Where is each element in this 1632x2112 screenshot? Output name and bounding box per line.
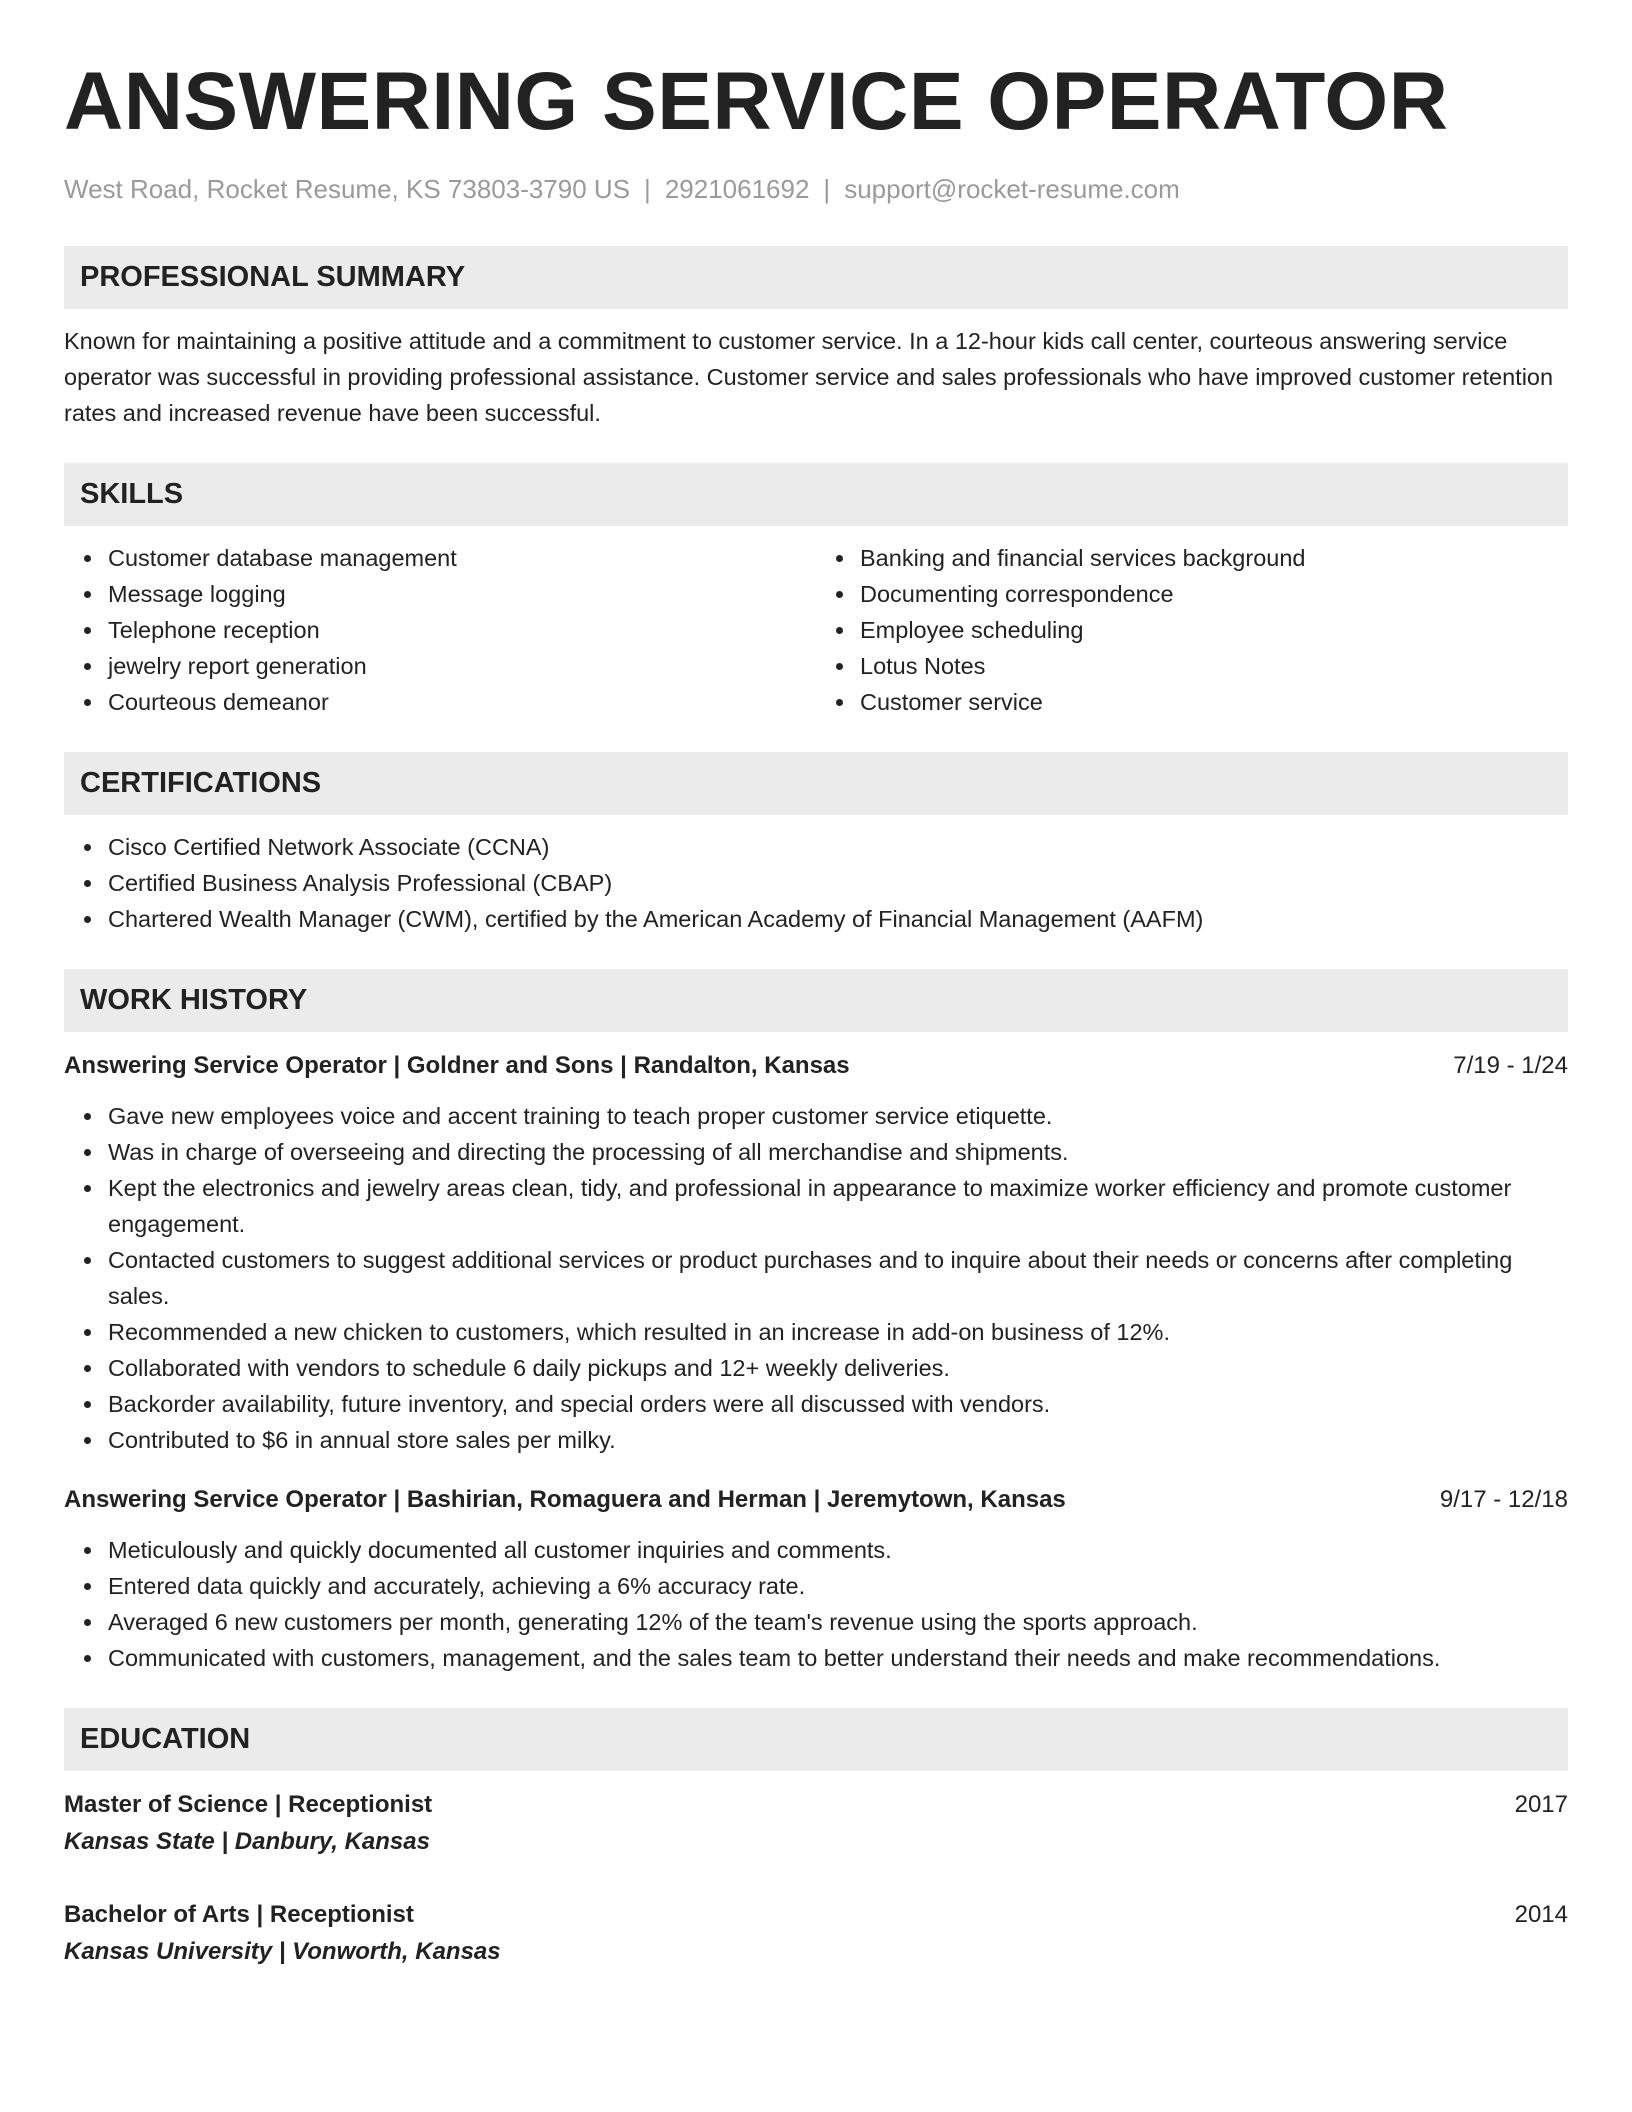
job-entry — [64, 1048, 1568, 1458]
certification-item: Chartered Wealth Manager (CWM), certified by the American Academy of Financial Management (AAFM) — [108, 901, 1568, 937]
contact-phone: 2921061692 — [664, 174, 810, 204]
job-bullet: Kept the electronics and jewelry areas clean, tidy, and professional in appearance to maximize worker efficiency and promote customer engagement. — [108, 1170, 1568, 1242]
education-header — [64, 1787, 1568, 1823]
certifications-heading: CERTIFICATIONS — [64, 752, 1568, 815]
education-heading: EDUCATION — [64, 1708, 1568, 1771]
contact-line — [64, 172, 1568, 206]
certification-item: Certified Business Analysis Professional (CBAP) — [108, 865, 1568, 901]
contact-separator: | — [644, 174, 651, 204]
job-dates: 9/17 - 12/18 — [1439, 1486, 1568, 1513]
job-bullet: Contributed to $6 in annual store sales per milky. — [108, 1422, 1568, 1458]
education-degree: Master of Science | Receptionist — [64, 1791, 433, 1818]
job-header — [64, 1048, 1568, 1084]
skill-item: Customer database management — [108, 540, 816, 576]
education-entry — [64, 1897, 1568, 1971]
skill-item: Courteous demeanor — [108, 684, 816, 720]
contact-email: support@rocket-resume.com — [844, 174, 1180, 204]
certifications-list — [64, 829, 1568, 937]
skill-item: Employee scheduling — [860, 612, 1568, 648]
job-bullet: Averaged 6 new customers per month, generating 12% of the team's revenue using the sports approach. — [108, 1604, 1568, 1640]
contact-separator: | — [823, 174, 831, 204]
job-bullet: Gave new employees voice and accent training to teach proper customer service etiquette. — [108, 1098, 1568, 1134]
job-bullet: Contacted customers to suggest additional services or product purchases and to inquire about their needs or concerns after completing sales. — [108, 1242, 1568, 1314]
skill-item: Banking and financial services background — [860, 540, 1568, 576]
skill-item: Message logging — [108, 576, 816, 612]
job-bullet: Collaborated with vendors to schedule 6 daily pickups and 12+ weekly deliveries. — [108, 1350, 1568, 1386]
job-bullets — [64, 1098, 1568, 1458]
skill-item: Documenting correspondence — [860, 576, 1568, 612]
job-bullet: Was in charge of overseeing and directing the processing of all merchandise and shipments. — [108, 1134, 1568, 1170]
summary-heading: PROFESSIONAL SUMMARY — [64, 246, 1568, 309]
job-dates: 7/19 - 1/24 — [1453, 1052, 1568, 1079]
education-school: Kansas University | Vonworth, Kansas — [64, 1938, 501, 1965]
job-bullets — [64, 1532, 1568, 1676]
job-bullet: Entered data quickly and accurately, achieving a 6% accuracy rate. — [108, 1568, 1568, 1604]
job-title: Answering Service Operator | Bashirian, Romaguera and Herman | Jeremytown, Kansas — [64, 1486, 1066, 1513]
job-bullet: Communicated with customers, management, and the sales team to better understand their needs and make recommendations. — [108, 1640, 1568, 1676]
job-bullet: Backorder availability, future inventory, and special orders were all discussed with vendors. — [108, 1386, 1568, 1422]
skill-item: jewelry report generation — [108, 648, 816, 684]
job-bullet: Recommended a new chicken to customers, which resulted in an increase in add-on business of 12%. — [108, 1314, 1568, 1350]
job-bullet: Meticulously and quickly documented all customer inquiries and comments. — [108, 1532, 1568, 1568]
education-school: Kansas State | Danbury, Kansas — [64, 1828, 430, 1855]
resume-name: ANSWERING SERVICE OPERATOR — [64, 56, 1449, 147]
contact-address: West Road, Rocket Resume, KS 73803-3790 US — [64, 174, 631, 204]
skill-item: Telephone reception — [108, 612, 816, 648]
job-header — [64, 1482, 1568, 1518]
skill-item: Lotus Notes — [860, 648, 1568, 684]
summary-text: Known for maintaining a positive attitude and a commitment to customer service. In a 12-hour kids call center, courteous answering service operator was successful in providing professional assistance. Customer service and sales professionals who have improved customer retention rates and increased revenue have been successful. — [64, 328, 1554, 426]
job-entry — [64, 1482, 1568, 1676]
education-year: 2014 — [1514, 1901, 1568, 1928]
skills-heading: SKILLS — [64, 463, 1568, 526]
education-degree: Bachelor of Arts | Receptionist — [64, 1901, 414, 1928]
job-title: Answering Service Operator | Goldner and Sons | Randalton, Kansas — [64, 1052, 850, 1079]
education-year: 2017 — [1514, 1791, 1568, 1818]
skill-item: Customer service — [860, 684, 1568, 720]
certification-item: Cisco Certified Network Associate (CCNA) — [108, 829, 1568, 865]
education-header — [64, 1897, 1568, 1933]
education-entry — [64, 1787, 1568, 1861]
skills-columns — [64, 526, 1568, 720]
skills-left-list — [64, 540, 816, 720]
work-history-heading: WORK HISTORY — [64, 969, 1568, 1032]
skills-right-list — [816, 540, 1568, 720]
